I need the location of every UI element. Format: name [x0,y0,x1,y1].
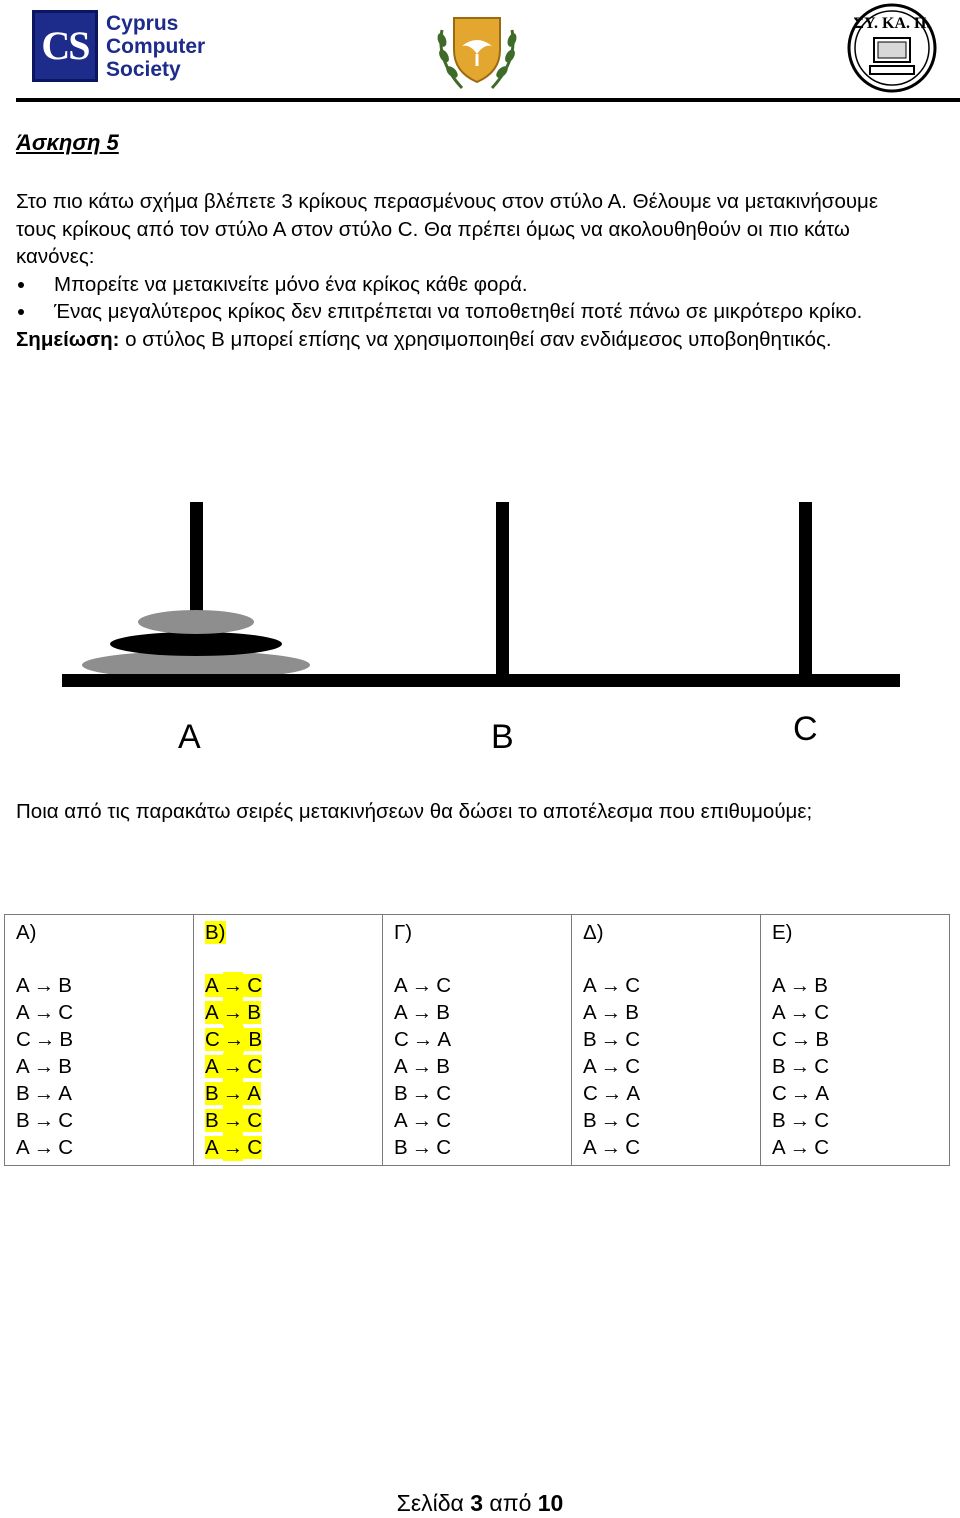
move-to: B [815,1028,829,1051]
footer-total: 10 [537,1490,564,1516]
move-from: B [583,1028,597,1051]
move-step [394,1026,560,1053]
right-arrow-icon: → [789,1109,811,1132]
move-step-text [394,974,451,997]
option-cell[interactable] [5,915,194,1166]
move-from: C [394,1028,409,1051]
move-to: B [58,1055,72,1078]
move-from: A [16,1001,30,1024]
move-to: C [625,1109,640,1132]
move-to: A [626,1082,640,1105]
move-step-text [205,1109,262,1132]
right-arrow-icon: → [600,1109,622,1132]
move-step [772,1026,938,1053]
right-arrow-icon: → [600,974,622,997]
move-from: A [394,974,408,997]
move-step [16,1026,182,1053]
move-to: B [436,1055,450,1078]
move-step-text [583,1082,640,1105]
right-arrow-icon: → [222,1001,244,1024]
right-arrow-icon: → [789,1001,811,1024]
right-arrow-icon: → [411,1082,433,1105]
peg-label-c: C [793,710,818,748]
exercise-intro [16,188,916,353]
move-to: C [247,1055,262,1078]
move-to: A [247,1082,261,1105]
cyprus-crest-icon [432,10,522,94]
move-step-text [583,1055,640,1078]
move-step-text [16,1028,73,1051]
move-step [583,972,749,999]
move-from: B [583,1109,597,1132]
move-step-text [205,1001,261,1024]
move-to: B [248,1028,262,1051]
rule-item [16,298,916,326]
move-step-text [394,1001,450,1024]
right-arrow-icon: → [34,1028,56,1051]
move-step-text [394,1028,451,1051]
move-step [394,1080,560,1107]
right-arrow-icon: → [33,1109,55,1132]
move-to: A [437,1028,451,1051]
move-step [583,999,749,1026]
right-arrow-icon: → [222,1055,244,1078]
move-from: A [16,1136,30,1159]
right-arrow-icon: → [222,974,244,997]
move-step-text [205,1028,262,1051]
right-arrow-icon: → [33,1055,55,1078]
right-arrow-icon: → [600,1001,622,1024]
move-from: A [583,1055,597,1078]
right-arrow-icon: → [789,1136,811,1159]
move-to: C [814,1001,829,1024]
move-to: C [625,1028,640,1051]
move-step [205,972,371,999]
option-label-text: Ε) [772,921,793,944]
move-step-text [772,1055,829,1078]
move-to: B [625,1001,639,1024]
move-step-text [772,1109,829,1132]
move-from: A [394,1109,408,1132]
move-step [205,1080,371,1107]
move-step [394,1053,560,1080]
move-from: B [394,1082,408,1105]
note [16,326,916,354]
move-step [16,1080,182,1107]
header-divider [16,98,960,102]
move-step-text [205,1136,262,1159]
ccs-logo-line-3: Society [106,58,181,81]
tower-of-hanoi-figure [60,498,910,768]
option-label-text: Δ) [583,921,604,944]
right-arrow-icon: → [33,974,55,997]
ccs-logo-line-2: Computer [106,35,206,58]
move-from: A [205,1001,219,1024]
sykap-logo-text: ΣΥ. ΚΑ. Π. [853,15,931,32]
ccs-logo-text [106,12,205,81]
move-step-text [583,1109,640,1132]
right-arrow-icon: → [411,1055,433,1078]
right-arrow-icon: → [601,1082,623,1105]
option-cell[interactable] [761,915,950,1166]
sykap-logo [844,2,940,94]
move-from: B [205,1082,219,1105]
move-step [16,972,182,999]
right-arrow-icon: → [790,1082,812,1105]
move-step-text [205,974,262,997]
move-from: C [583,1082,598,1105]
option-label-text: Β) [205,921,226,944]
move-step-text [772,1028,829,1051]
right-arrow-icon: → [33,1136,55,1159]
move-to: B [247,1001,261,1024]
move-step [583,1026,749,1053]
option-label [583,919,749,946]
right-arrow-icon: → [412,1028,434,1051]
move-step [772,972,938,999]
right-arrow-icon: → [600,1055,622,1078]
exercise-title: Άσκηση 5 [16,130,119,155]
rule-text: Μπορείτε να μετακινείτε μόνο ένα κρίκος κάθε φορά. [54,272,528,296]
move-from: B [16,1082,30,1105]
move-to: C [625,1055,640,1078]
bullet-icon [18,309,24,315]
move-from: A [772,1001,786,1024]
move-step-text [772,1136,829,1159]
move-from: C [205,1028,220,1051]
question-text: Ποια από τις παρακάτω σειρές μετακινήσεων θα δώσει το αποτέλεσμα που επιθυμούμε; [16,800,813,823]
move-to: C [625,1136,640,1159]
footer-prefix: Σελίδα [396,1490,471,1516]
hanoi-base [62,674,900,687]
peg-b [496,502,509,686]
move-to: B [436,1001,450,1024]
move-from: B [16,1109,30,1132]
move-from: C [16,1028,31,1051]
right-arrow-icon: → [33,1082,55,1105]
move-step-text [16,1109,73,1132]
move-step-text [394,1082,451,1105]
move-to: B [58,974,72,997]
move-from: A [16,1055,30,1078]
move-to: C [58,1001,73,1024]
note-text: ο στύλος Β μπορεί επίσης να χρησιμοποιηθεί σαν ενδιάμεσος υποβοηθητικός. [119,327,832,351]
note-label: Σημείωση: [16,327,120,351]
move-step [772,1053,938,1080]
move-to: C [247,974,262,997]
move-step-text [772,974,828,997]
cyprus-computer-society-logo [30,8,220,88]
move-step [583,1134,749,1161]
right-arrow-icon: → [411,1136,433,1159]
option-label [205,919,371,946]
move-step [772,1134,938,1161]
right-arrow-icon: → [222,1109,244,1132]
move-step [772,1107,938,1134]
ccs-logo-mark: CS [32,10,98,82]
right-arrow-icon: → [223,1028,245,1051]
move-step-text [394,1055,450,1078]
move-step-text [772,1001,829,1024]
option-label-text: Γ) [394,921,413,944]
move-from: B [205,1109,219,1132]
move-to: C [814,1055,829,1078]
move-to: C [247,1136,262,1159]
right-arrow-icon: → [222,1082,244,1105]
right-arrow-icon: → [411,974,433,997]
answer-options-table [4,914,950,1166]
move-step [16,999,182,1026]
move-from: C [772,1082,787,1105]
move-from: B [394,1136,408,1159]
rule-text: Ένας μεγαλύτερος κρίκος δεν επιτρέπεται να τοποθετηθεί ποτέ πάνω σε μικρότερο κρίκο. [54,300,863,323]
move-step [16,1134,182,1161]
move-step-text [16,1136,73,1159]
right-arrow-icon: → [411,1109,433,1132]
move-step [772,1080,938,1107]
bullet-icon [18,282,24,288]
right-arrow-icon: → [33,1001,55,1024]
move-from: A [583,1001,597,1024]
move-step-text [583,1001,639,1024]
move-step [205,1053,371,1080]
move-step [583,1107,749,1134]
move-step-text [16,1082,72,1105]
option-label [16,919,182,946]
move-to: C [625,974,640,997]
option-label-text: Α) [16,921,37,944]
right-arrow-icon: → [222,1136,244,1159]
right-arrow-icon: → [600,1028,622,1051]
move-step-text [394,1136,451,1159]
move-step-text [205,1055,262,1078]
move-step [394,1134,560,1161]
move-step [394,1107,560,1134]
move-to: B [814,974,828,997]
move-step [394,999,560,1026]
move-to: C [436,1136,451,1159]
move-to: C [814,1109,829,1132]
move-from: A [205,1055,219,1078]
move-to: C [436,1082,451,1105]
move-step [205,1134,371,1161]
right-arrow-icon: → [789,1055,811,1078]
move-step [583,1053,749,1080]
move-to: C [58,1136,73,1159]
move-step-text [16,1001,73,1024]
move-step [16,1107,182,1134]
ccs-logo-line-1: Cyprus [106,12,179,35]
move-from: A [583,1136,597,1159]
page-header [0,0,960,104]
move-to: A [58,1082,72,1105]
right-arrow-icon: → [600,1136,622,1159]
move-step [583,1080,749,1107]
intro-paragraph: Στο πιο κάτω σχήμα βλέπετε 3 κρίκους περασμένους στον στύλο Α. Θέλουμε να μετακινήσουμε τους κρίκους από τον στύλο Α στον στύλο C. Θα πρέπει όμως να ακολουθηθούν οι πιο κάτω κανόνες: [16,190,879,268]
rules-list [16,271,916,326]
move-to: C [247,1109,262,1132]
move-to: B [59,1028,73,1051]
footer-middle: από [483,1490,538,1516]
move-from: A [394,1001,408,1024]
move-from: A [16,974,30,997]
move-from: A [205,1136,219,1159]
move-from: B [772,1055,786,1078]
footer-page: 3 [470,1490,484,1516]
move-step [205,1107,371,1134]
move-step-text [205,1082,261,1105]
move-step [772,999,938,1026]
move-step-text [583,1136,640,1159]
move-from: A [205,974,219,997]
move-from: A [583,974,597,997]
option-cell[interactable] [572,915,761,1166]
right-arrow-icon: → [411,1001,433,1024]
page-footer [0,1490,960,1517]
move-step [16,1053,182,1080]
option-cell[interactable] [383,915,572,1166]
hanoi-drawing [60,498,910,698]
right-arrow-icon: → [790,1028,812,1051]
move-step [205,1026,371,1053]
move-to: A [815,1082,829,1105]
move-to: C [436,974,451,997]
option-cell[interactable] [194,915,383,1166]
move-step [394,972,560,999]
move-from: C [772,1028,787,1051]
move-step-text [394,1109,451,1132]
move-from: B [772,1109,786,1132]
move-step-text [16,974,72,997]
option-label [772,919,938,946]
option-label [394,919,560,946]
move-step-text [583,974,640,997]
move-to: C [814,1136,829,1159]
peg-label-a: A [178,718,201,756]
move-step-text [583,1028,640,1051]
move-step-text [772,1082,829,1105]
peg-c [799,502,812,686]
peg-label-b: B [491,718,514,756]
rule-item [16,271,916,299]
move-from: A [772,1136,786,1159]
move-step-text [16,1055,72,1078]
move-from: A [394,1055,408,1078]
move-to: C [58,1109,73,1132]
right-arrow-icon: → [789,974,811,997]
move-from: A [772,974,786,997]
move-step [205,999,371,1026]
move-to: C [436,1109,451,1132]
